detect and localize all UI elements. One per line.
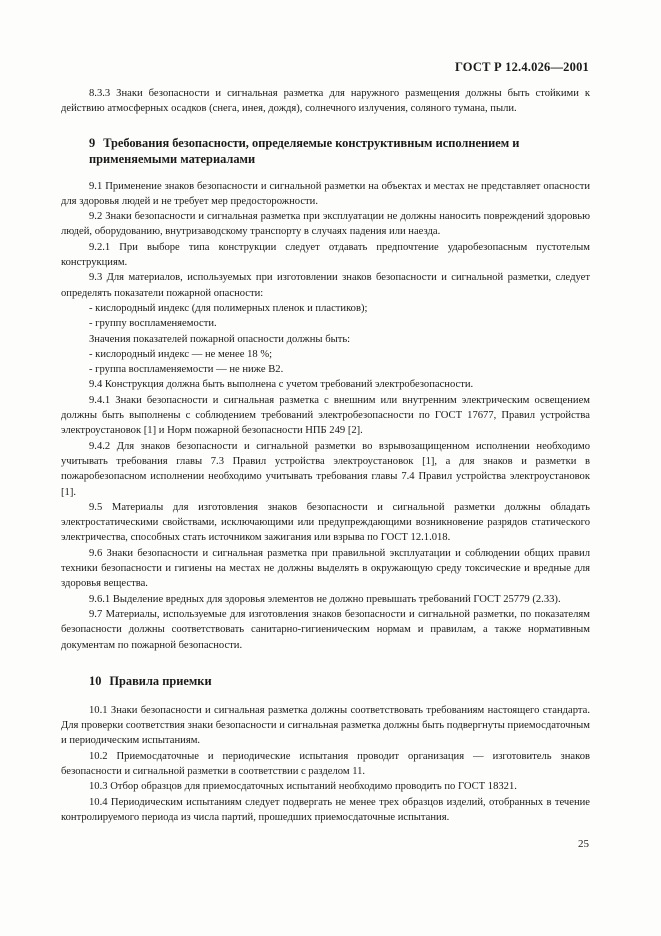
paragraph-10-2: 10.2 Приемосдаточные и периодические испытания проводит организация — изготовитель знаков безопасности и сигнальной разметки в соответствии с разделом 11. xyxy=(61,750,590,777)
paragraph-9-1: 9.1 Применение знаков безопасности и сигнальной разметки на объектах и местах не представляет опасности для здоровья людей и не требует мер предосторожности. xyxy=(61,180,590,207)
paragraph-9-4: 9.4 Конструкция должна быть выполнена с учетом требований электробезопасности. xyxy=(89,379,474,391)
list-item: - группу воспламеняемости. xyxy=(89,318,217,330)
paragraph-10-4: 10.4 Периодическим испытаниям следует подвергать не менее трех образцов изделий, отобранных в течение контролируемого периода из числа партий, прошедших приемосдаточные испытания. xyxy=(61,796,590,823)
paragraph-8-3-3: 8.3.3 Знаки безопасности и сигнальная разметка для наружного размещения должны быть стойкими к действию атмосферных осадков (снега, инея, дождя), солнечного излучения, соляного тумана, пыли. xyxy=(61,88,590,115)
paragraph-9-2: 9.2 Знаки безопасности и сигнальная разметка при эксплуатации не должны наносить повреждений здоровью людей, оборудованию, внутризаводскому транспорту в случаях падения или наезда. xyxy=(61,211,590,238)
section-10-number: 10 xyxy=(89,673,102,688)
section-9-title: Требования безопасности, определяемые конструктивным исполнением и применяемыми материалами xyxy=(89,135,520,166)
paragraph-9-6: 9.6 Знаки безопасности и сигнальная разметка при правильной эксплуатации и соблюдении общих правил техники безопасности и гигиены на местах не должны выделять в окружающую среду токсические и вредные для здоровья вещества. xyxy=(61,547,590,590)
paragraph-9-2-1: 9.2.1 При выборе типа конструкции следует отдавать предпочтение ударобезопасным пустотелым конструкциям. xyxy=(61,241,590,269)
document-header: ГОСТ Р 12.4.026—2001 xyxy=(454,60,589,74)
list-item: - кислородный индекс — не менее 18 %; xyxy=(89,348,273,360)
paragraph-values-intro: Значения показателей пожарной опасности должны быть: xyxy=(89,333,351,345)
section-10-heading xyxy=(61,673,590,689)
section-9-heading xyxy=(61,135,590,167)
list-item: - кислородный индекс (для полимерных пленок и пластиков); xyxy=(89,302,368,314)
page-number: 25 xyxy=(578,838,589,850)
section-10-title: Правила приемки xyxy=(109,673,212,688)
paragraph-9-4-1: 9.4.1 Знаки безопасности и сигнальная разметка с внешним или внутренним электрическим освещением должны быть выполнены с соблюдением требований электробезопасности по ГОСТ 17677, Правил устройства электроустановок [1] и Норм пожарной безопасности НПБ 249 [2]. xyxy=(61,394,590,437)
section-9-number: 9 xyxy=(89,135,96,150)
paragraph-9-4-2: 9.4.2 Для знаков безопасности и сигнальной разметки во взрывозащищенном исполнении необходимо учитывать требования главы 7.3 Правил устройства электроустановок [1], а для знаков и разметки в пожаробезопасном исполнении необходимо учитывать требования главы 7.4 Правил устройства электроустановок [1]. xyxy=(61,440,590,498)
paragraph-10-3: 10.3 Отбор образцов для приемосдаточных испытаний необходимо проводить по ГОСТ 18321. xyxy=(89,781,517,793)
paragraph-9-6-1: 9.6.1 Выделение вредных для здоровья элементов не должно превышать требований ГОСТ 25779 (2.33). xyxy=(89,593,561,605)
list-item: - группа воспламеняемости — не ниже В2. xyxy=(89,364,284,376)
paragraph-9-3: 9.3 Для материалов, используемых при изготовлении знаков безопасности и сигнальной разметки, следует определять показатели пожарной опасности: xyxy=(61,272,590,299)
paragraph-9-7: 9.7 Материалы, используемые для изготовления знаков безопасности и сигнальной разметки, по показателям безопасности должны соответствовать санитарно-гигиеническим нормам и правилам, а также нормативным документам по пожарной безопасности. xyxy=(61,608,590,651)
paragraph-9-5: 9.5 Материалы для изготовления знаков безопасности и сигнальной разметки должны обладать электростатическими свойствами, исключающими или предупреждающими возникновение разрядов статического электричества, способных стать источником зажигания или взрыва по ГОСТ 12.1.018. xyxy=(61,501,590,544)
paragraph-10-1: 10.1 Знаки безопасности и сигнальная разметка должны соответствовать требованиям настоящего стандарта. Для проверки соответствия знаки безопасности и сигнальная разметка должны быть подвергнуты приемосдаточным и периодическим испытаниям. xyxy=(61,704,590,747)
document-body xyxy=(61,86,590,825)
